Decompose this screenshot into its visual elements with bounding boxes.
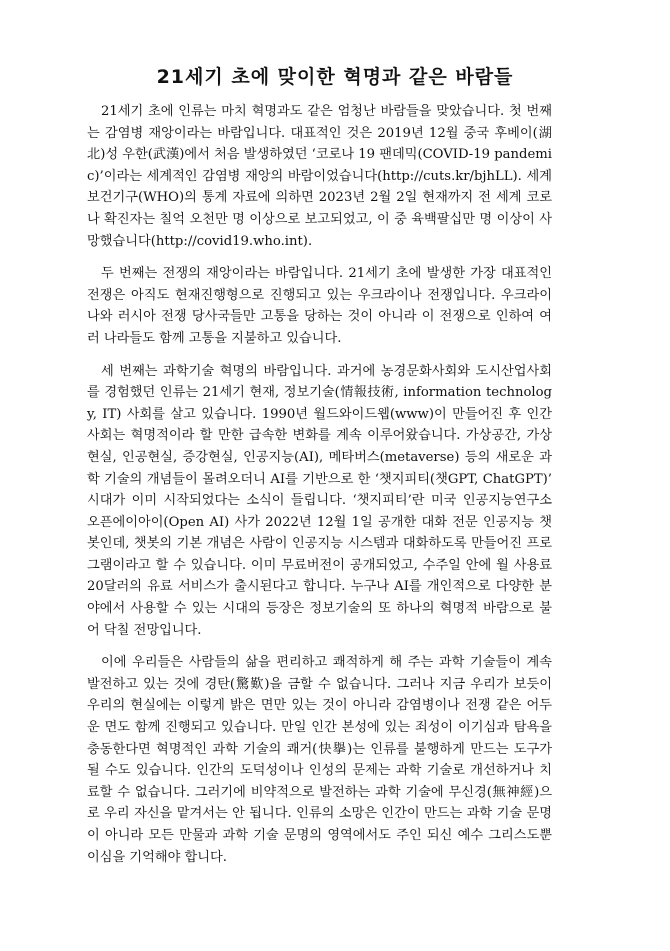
document-body — [87, 101, 552, 879]
paragraph-4: 이에 우리들은 사람들의 삶을 편리하고 쾌적하게 해 주는 과학 기술들이 계속 발전하고 있는 것에 경탄(驚歎)을 금할 수 없습니다. 그러나 지금 우리가 보듯이 우리의 현실에는 이렇게 밝은 면만 있는 것이 아니라 감염병이나 전쟁 같은 어두운 면도 함께 진행되고 있습니다. 만일 인간 본성에 있는 죄성이 이기심과 탐욕을 충동한다면 혁명적인 과학 기술의 쾌거(快擧)는 인류를 불행하게 만드는 도구가 될 수도 있습니다. 인간의 도덕성이나 인성의 문제는 과학 기술로 개선하거나 치료할 수 없습니다. 그러기에 비약적으로 발전하는 과학 기술에 무신경(無神經)으로 우리 자신을 맡겨서는 안 됩니다. 인류의 소망은 인간이 만드는 과학 기술 문명이 아니라 모든 만물과 과학 기술 문명의 영역에서도 주인 되신 예수 그리스도뿐이심을 기억해야 합니다. — [87, 655, 552, 865]
document-title: 21세기 초에 맞이한 혁명과 같은 바람들 — [156, 66, 514, 88]
paragraph-3: 세 번째는 과학기술 혁명의 바람입니다. 과거에 농경문화사회와 도시산업사회를 경험했던 인류는 21세기 현재, 정보기술(情報技術, information technology, IT) 사회를 살고 있습니다. 1990년 월드와이드웹(www)이 만들어진 후 인간 사회는 혁명적이라 할 만한 급속한 변화를 계속 이루어왔습니다. 가상공간, 가상현실, 인공현실, 증강현실, 인공지능(AI), 메타버스(metaverse) 등의 새로운 과학 기술의 개념들이 몰려오더니 AI를 기반으로 한 ‘챗지피티(챗GPT, ChatGPT)’ 시대가 이미 시작되었다는 소식이 들립니다. ‘챗지피티’란 미국 인공지능연구소 오픈에이아이(Open AI) 사가 2022년 12월 1일 공개한 대화 전문 인공지능 챗봇인데, 챗봇의 기본 개념은 사람이 인공지능 시스템과 대화하도록 만들어진 프로그램이라고 할 수 있습니다. 이미 무료버전이 공개되었고, 수주일 안에 월 사용료 20달러의 유료 서비스가 출시된다고 합니다. 누구나 AI를 개인적으로 다양한 분야에서 사용할 수 있는 시대의 등장은 정보기술의 또 하나의 혁명적 바람으로 불어 닥칠 전망입니다. — [87, 363, 552, 638]
paragraph-2: 두 번째는 전쟁의 재앙이라는 바람입니다. 21세기 초에 발생한 가장 대표적인 전쟁은 아직도 현재진행형으로 진행되고 있는 우크라이나 전쟁입니다. 우크라이나와 러시아 전쟁 당사국들만 고통을 당하는 것이 아니라 이 전쟁으로 인하여 여러 나라들도 함께 고통을 지불하고 있습니다. — [87, 266, 552, 346]
paragraph-1: 21세기 초에 인류는 마치 혁명과도 같은 엄청난 바람들을 맞았습니다. 첫 번째는 감염병 재앙이라는 바람입니다. 대표적인 것은 2019년 12월 중국 후베이(湖北)성 우한(武漢)에서 처음 발생하였던 ‘코로나 19 팬데믹(COVID-19 pandemic)’이라는 세계적인 감염병 재앙의 바람이었습니다(http://cuts.kr/bjhLL). 세계 보건기구(WHO)의 통계 자료에 의하면 2023년 2월 2일 현재까지 전 세계 코로나 확진자는 칠억 오천만 명 이상으로 보고되었고, 이 중 육백팔십만 명 이상이 사망했습니다(http://covid19.who.int). — [87, 104, 552, 249]
